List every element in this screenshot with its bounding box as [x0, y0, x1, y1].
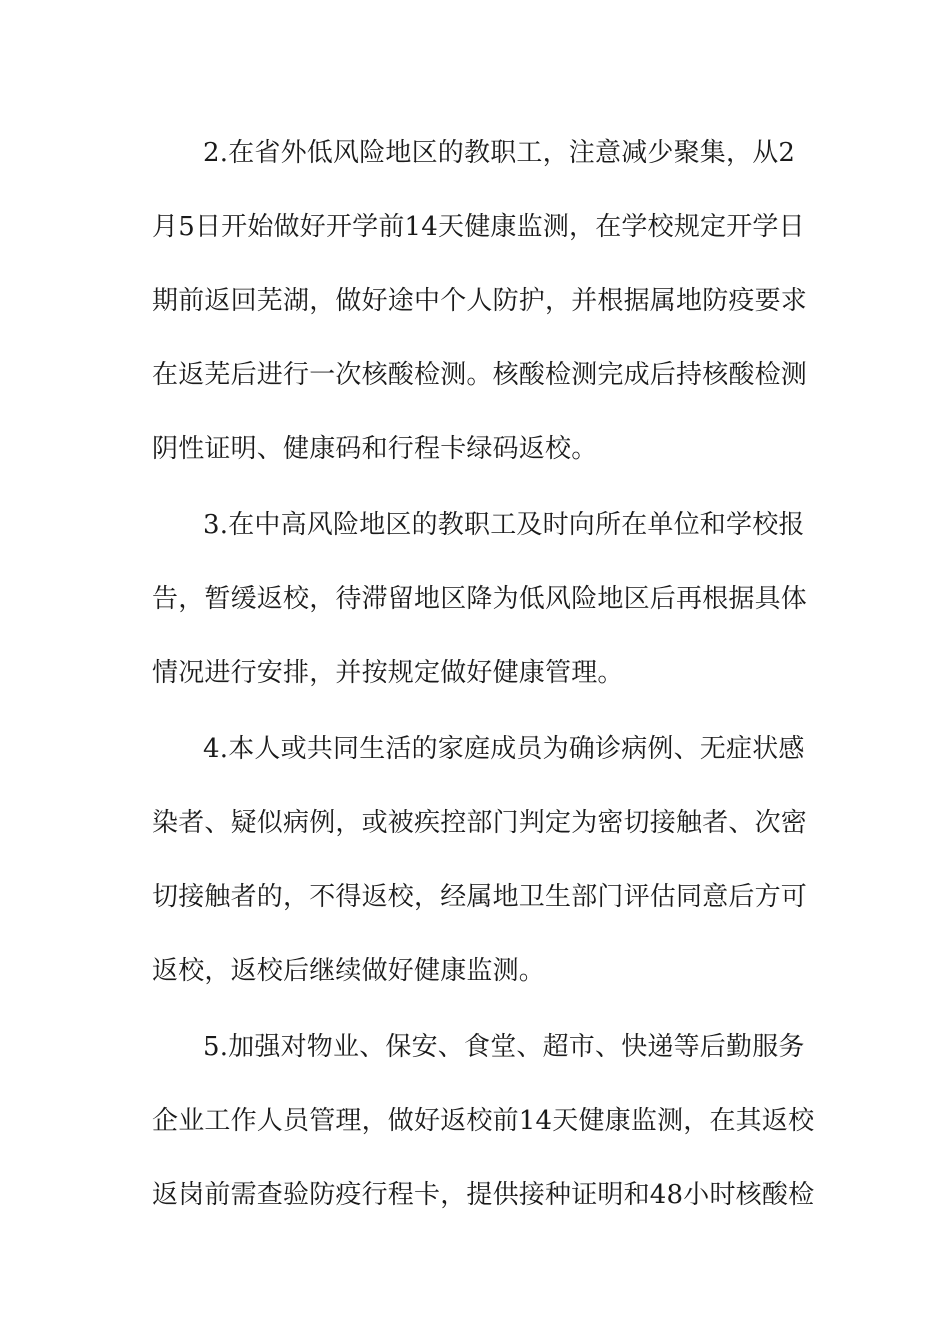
paragraph-4-line-4: 返校，返校后继续做好健康监测。 — [152, 956, 546, 986]
paragraph-2-line-5: 阴性证明、健康码和行程卡绿码返校。 — [152, 434, 598, 464]
paragraph-5-line-1: 5.加强对物业、保安、食堂、超市、快递等后勤服务 — [203, 1032, 805, 1062]
paragraph-4-line-2: 染者、疑似病例，或被疾控部门判定为密切接触者、次密 — [152, 808, 808, 838]
paragraph-5-line-3: 返岗前需查验防疫行程卡，提供接种证明和48小时核酸检 — [152, 1180, 815, 1210]
paragraph-2-line-4: 在返芜后进行一次核酸检测。核酸检测完成后持核酸检测 — [152, 360, 808, 390]
paragraph-4-line-1: 4.本人或共同生活的家庭成员为确诊病例、无症状感 — [203, 734, 805, 764]
paragraph-2-line-1: 2.在省外低风险地区的教职工，注意减少聚集，从2 — [203, 138, 796, 168]
paragraph-3-line-1: 3.在中高风险地区的教职工及时向所在单位和学校报 — [203, 510, 805, 540]
paragraph-5-line-2: 企业工作人员管理，做好返校前14天健康监测，在其返校 — [152, 1106, 815, 1136]
paragraph-3-line-3: 情况进行安排，并按规定做好健康管理。 — [152, 658, 624, 688]
paragraph-2-line-3: 期前返回芜湖，做好途中个人防护，并根据属地防疫要求 — [152, 286, 808, 316]
paragraph-3-line-2: 告，暂缓返校，待滞留地区降为低风险地区后再根据具体 — [152, 584, 808, 614]
paragraph-4-line-3: 切接触者的，不得返校，经属地卫生部门评估同意后方可 — [152, 882, 808, 912]
paragraph-2-line-2: 月5日开始做好开学前14天健康监测，在学校规定开学日 — [152, 212, 805, 242]
